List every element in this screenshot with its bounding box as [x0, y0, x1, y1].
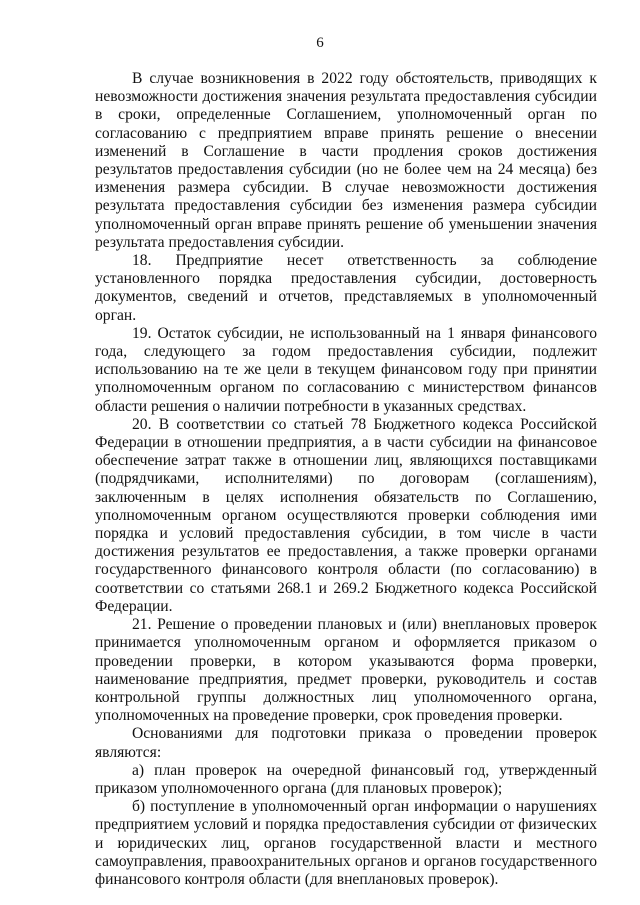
paragraph-19-subsidy-balance: 19. Остаток субсидии, не использованный на 1 января финансового года, следующего за годом предоставления субсидии, подлежит использованию на те же цели в текущем финансовом году при принятии уполномоченным органом по согласованию с министерством финансов области решения о наличии потребности в указанных средствах. [95, 324, 597, 415]
document-body [95, 70, 597, 889]
paragraph-18-responsibility: 18. Предприятие несет ответственность за соблюдение установленного порядка предоставления субсидии, достоверность документов, сведений и отчетов, представляемых в уполномоченный орган. [95, 252, 597, 324]
paragraph-21-inspection-order: 21. Решение о проведении плановых и (или) внеплановых проверок принимается уполномоченным органом и оформляется приказом о проведении проверки, в котором указываются форма проверки, наименование предприятия, предмет проверки, руководитель и состав контрольной группы должностных лиц уполномоченного органа, уполномоченных на проведение проверки, срок проведения проверки. [95, 616, 597, 725]
paragraph-grounds: Основаниями для подготовки приказа о проведении проверок являются: [95, 725, 597, 761]
list-item-b: б) поступление в уполномоченный орган информации о нарушениях предприятием условий и порядка предоставления субсидии от физических и юридических лиц, органов государственной власти и местного самоуправления, правоохранительных органов и органов государственного финансового контроля области (для внеплановых проверок). [95, 798, 597, 888]
page-number: 6 [316, 35, 324, 51]
paragraph-20-inspections: 20. В соответствии со статьей 78 Бюджетного кодекса Российской Федерации в отношении предприятия, а в части субсидии на финансовое обеспечение затрат также в отношении лиц, являющихся поставщиками (подрядчиками, исполнителями) по договорам (соглашениям), заключенным в целях исполнения обязательств по Соглашению, уполномоченным органом осуществляются проверки соблюдения ими порядка и условий предоставления субсидии, в том числе в части достижения результатов ее предоставления, а также проверки органами государственного финансового контроля области (по согласованию) в соответствии со статьями 268.1 и 269.2 Бюджетного кодекса Российской Федерации. [95, 415, 597, 615]
list-item-a: а) план проверок на очередной финансовый год, утвержденный приказом уполномоченного органа (для плановых проверок); [95, 761, 597, 797]
paragraph-force-majeure: В случае возникновения в 2022 году обстоятельств, приводящих к невозможности достижения значения результата предоставления субсидии в сроки, определенные Соглашением, уполномоченный орган по согласованию с предприятием вправе принять решение о внесении изменений в Соглашение в части продления сроков достижения результатов предоставления субсидии (но не более чем на 24 месяца) без изменения размера субсидии. В случае невозможности достижения результата предоставления субсидии без изменения размера субсидии уполномоченный орган вправе принять решение об уменьшении значения результата предоставления субсидии. [95, 70, 597, 251]
